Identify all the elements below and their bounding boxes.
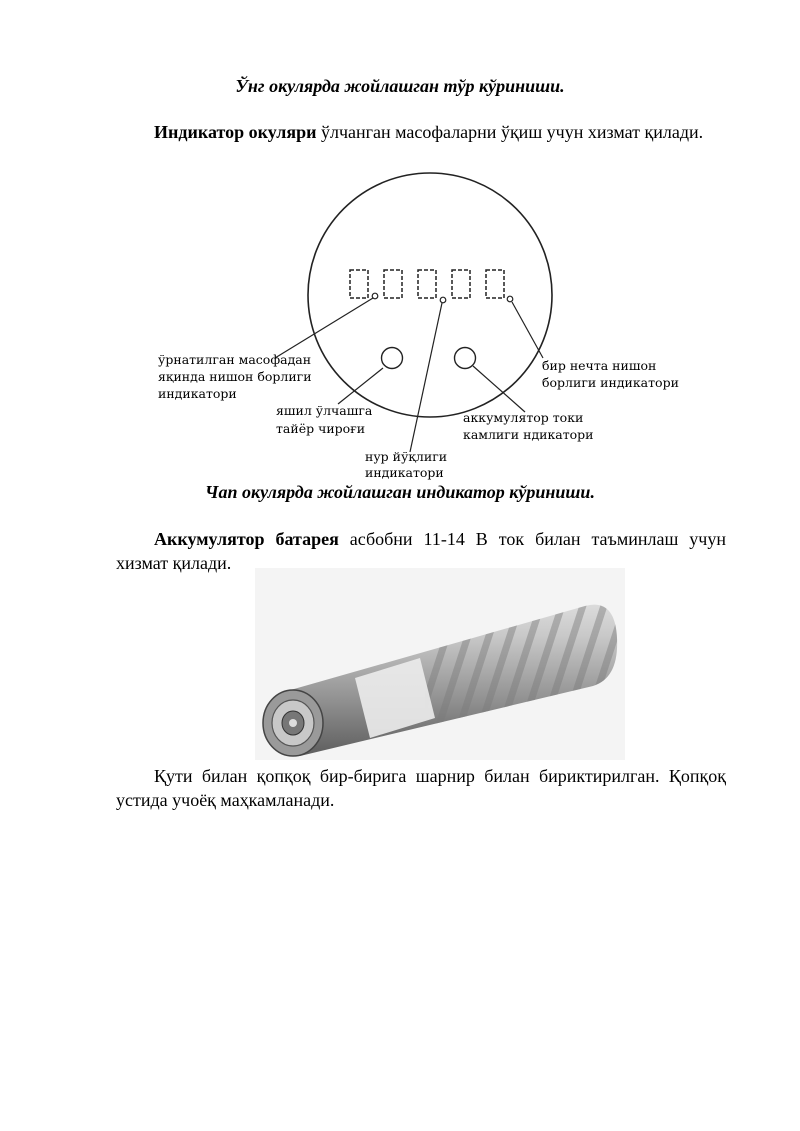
paragraph-indicator-eyepiece	[116, 120, 726, 144]
label-near-target: ўрнатилган масофадан яқинда нишон борлиги индикатори	[158, 352, 312, 401]
eyepiece-circle	[308, 173, 552, 417]
green-ready-lamp-icon	[382, 348, 403, 369]
multi-target-dot-icon	[507, 296, 513, 302]
figure-caption-top: Ўнг окулярда жойлашган тўр кўриниши.	[235, 76, 565, 96]
indicator-diagram	[150, 160, 690, 485]
digit-box-2	[384, 270, 402, 298]
no-beam-dot-icon	[440, 297, 446, 303]
battery-photo	[255, 568, 625, 760]
battery-low-lamp-icon	[455, 348, 476, 369]
paragraph-case-lid: Қути билан қопқоқ бир-бирига шарнир билан бириктирилган. Қопқоқ устида учоёқ маҳкамланади.	[116, 766, 726, 810]
label-multi-target: бир нечта нишон борлиги индикатори	[542, 358, 679, 390]
near-target-dot-icon	[372, 293, 378, 299]
term-indicator-eyepiece: Индикатор окуляри	[154, 122, 317, 142]
figure-caption-middle: Чап окулярда жойлашган индикатор кўриниши.	[205, 482, 595, 502]
term-battery: Аккумулятор батарея	[154, 529, 339, 549]
digit-box-4	[452, 270, 470, 298]
label-green-ready-lamp: яшил ўлчашга тайёр чироғи	[276, 403, 373, 436]
digit-box-3	[418, 270, 436, 298]
paragraph-indicator-text: ўлчанган масофаларни ўқиш учун хизмат қилади.	[316, 122, 704, 142]
paragraph-battery-text: асбобни 11-14 В ток билан таъминлаш учун хизмат қилади.	[116, 529, 726, 573]
digit-box-5	[486, 270, 504, 298]
label-battery-low: аккумулятор токи камлиги ндикатори	[463, 410, 594, 442]
digit-box-1	[350, 270, 368, 298]
label-no-beam: нур йўқлиги индикатори	[365, 449, 448, 480]
